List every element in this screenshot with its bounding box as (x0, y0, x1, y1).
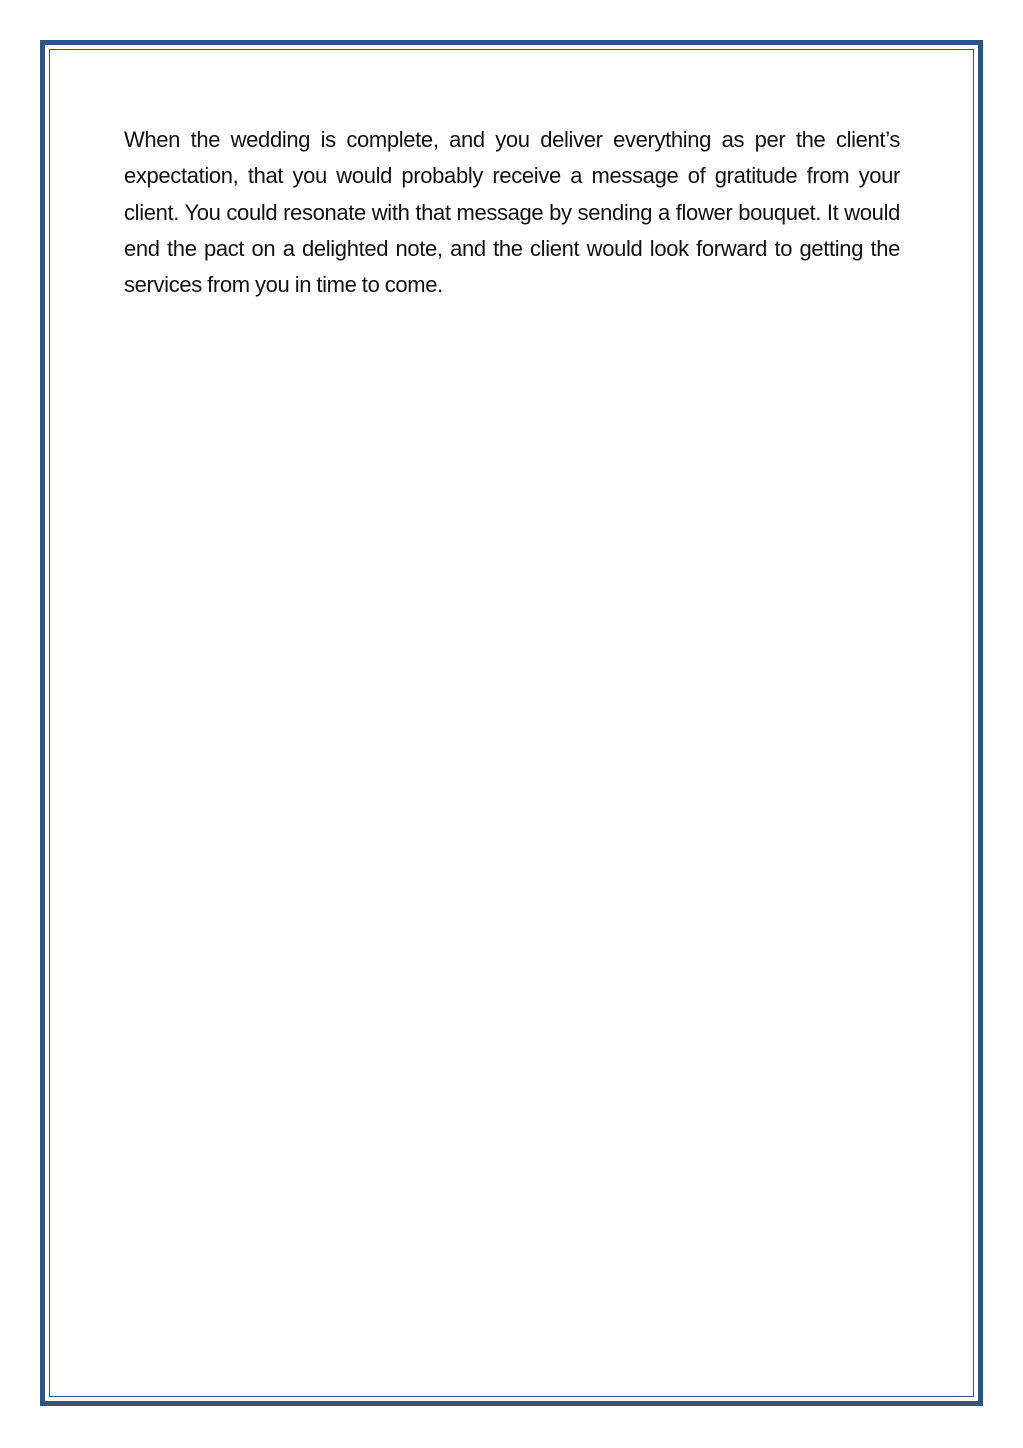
body-paragraph: When the wedding is complete, and you deliver everything as per the client’s expectation, that you would probably receive a message of gratitude from your client. You could resonate with that message by sending a flower bouquet. It would end the pact on a delighted note, and the client would look forward to getting the services from you in time to come. (124, 127, 900, 298)
